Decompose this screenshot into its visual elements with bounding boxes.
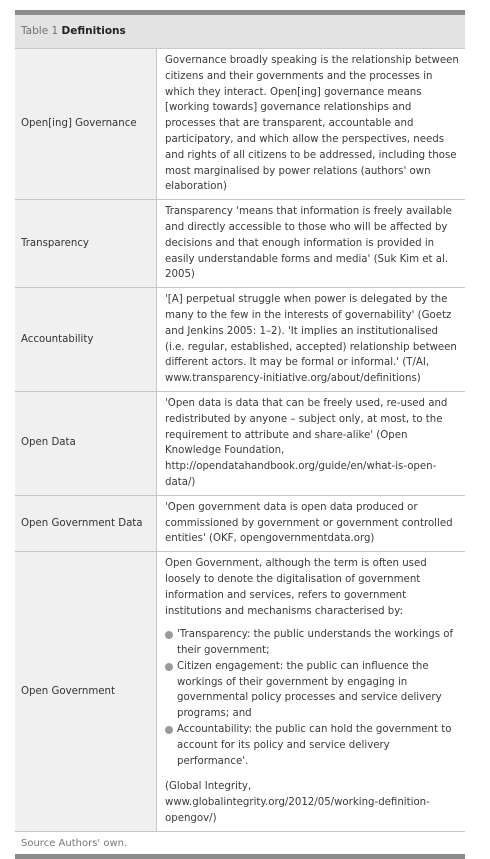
- list-item: [165, 627, 459, 659]
- term-cell: Transparency: [15, 200, 157, 288]
- definition-intro: Open Government, although the term is often used loosely to denote the digitalisation of government information and services, refers to government institutions and mechanisms characterised by:: [165, 558, 427, 617]
- list-item: [165, 659, 459, 722]
- table-row: [15, 495, 465, 551]
- definitions-table: [15, 49, 465, 832]
- list-item: [165, 722, 459, 769]
- bullet-icon: [165, 726, 173, 734]
- term-cell: Accountability: [15, 288, 157, 392]
- table-row: [15, 391, 465, 495]
- definition-cell: [157, 200, 466, 288]
- definition-text: Governance broadly speaking is the relationship between citizens and their governments and the processes in which they interact. Open[ing] governance means [working towards] governance relationships and processes that are transparent, accountable and participatory, and which allow the perspectives, needs and rights of all citizens to be addressed, including those most marginalised by power relations (authors' own elaboration): [165, 55, 459, 193]
- term-cell: Open[ing] Governance: [15, 49, 157, 200]
- definition-text: 'Open data is data that can be freely used, re-used and redistributed by anyone – subject only, at most, to the requirement to attribute and share-alike' (Open Knowledge Foundation, http://opendatahandbook.org/guide/en/what-is-open-data/): [165, 397, 448, 488]
- definitions-table-figure: [15, 10, 465, 859]
- characteristics-list: [165, 627, 459, 769]
- definition-text: 'Open government data is open data produced or commissioned by government or government controlled entities' (OKF, opengovernmentdata.org): [165, 501, 453, 545]
- definition-text: '[A] perpetual struggle when power is delegated by the many to the few in the interests of governability' (Goetz and Jenkins 2005: 1–2). 'It implies an institutionalised (i.e. regular, established, accepted) relationship between different actors. It may be formal or informal.' (T/AI, www.transparency-initiative.org/about/definitions): [165, 294, 457, 385]
- term-cell: Open Data: [15, 391, 157, 495]
- table-row: [15, 288, 465, 392]
- list-item-text: Accountability: the public can hold the government to account for its policy and service delivery performance'.: [177, 724, 452, 767]
- definition-cell: [157, 495, 466, 551]
- list-item-text: Citizen engagement: the public can influence the workings of their government by engaging in governmental policy processes and service delivery programs; and: [177, 660, 442, 720]
- definition-cell: [157, 49, 466, 200]
- bullet-icon: [165, 631, 173, 639]
- list-item-text: 'Transparency: the public understands the workings of their government;: [177, 629, 454, 657]
- definition-cell: [157, 288, 466, 392]
- table-row: [15, 552, 465, 832]
- table-row: [15, 49, 465, 200]
- definition-cell: [157, 391, 466, 495]
- definition-citation: (Global Integrity, www.globalintegrity.org/2012/05/working-definition-opengov/): [165, 781, 430, 825]
- term-cell: Open Government Data: [15, 495, 157, 551]
- bullet-icon: [165, 663, 173, 671]
- table-row: [15, 200, 465, 288]
- table-title: Definitions: [61, 25, 126, 37]
- definition-cell: [157, 552, 466, 832]
- source-note: [15, 832, 465, 859]
- definition-text: Transparency 'means that information is freely available and directly accessible to those who will be affected by decisions and that enough information is provided in easily understandable forms and media' (Suk Kim et al. 2005): [165, 206, 452, 281]
- source-label: Source: [21, 837, 56, 849]
- source-text: Authors' own.: [58, 837, 128, 849]
- table-number: Table 1: [21, 25, 59, 37]
- term-cell: Open Government: [15, 552, 157, 832]
- table-caption: [15, 15, 465, 49]
